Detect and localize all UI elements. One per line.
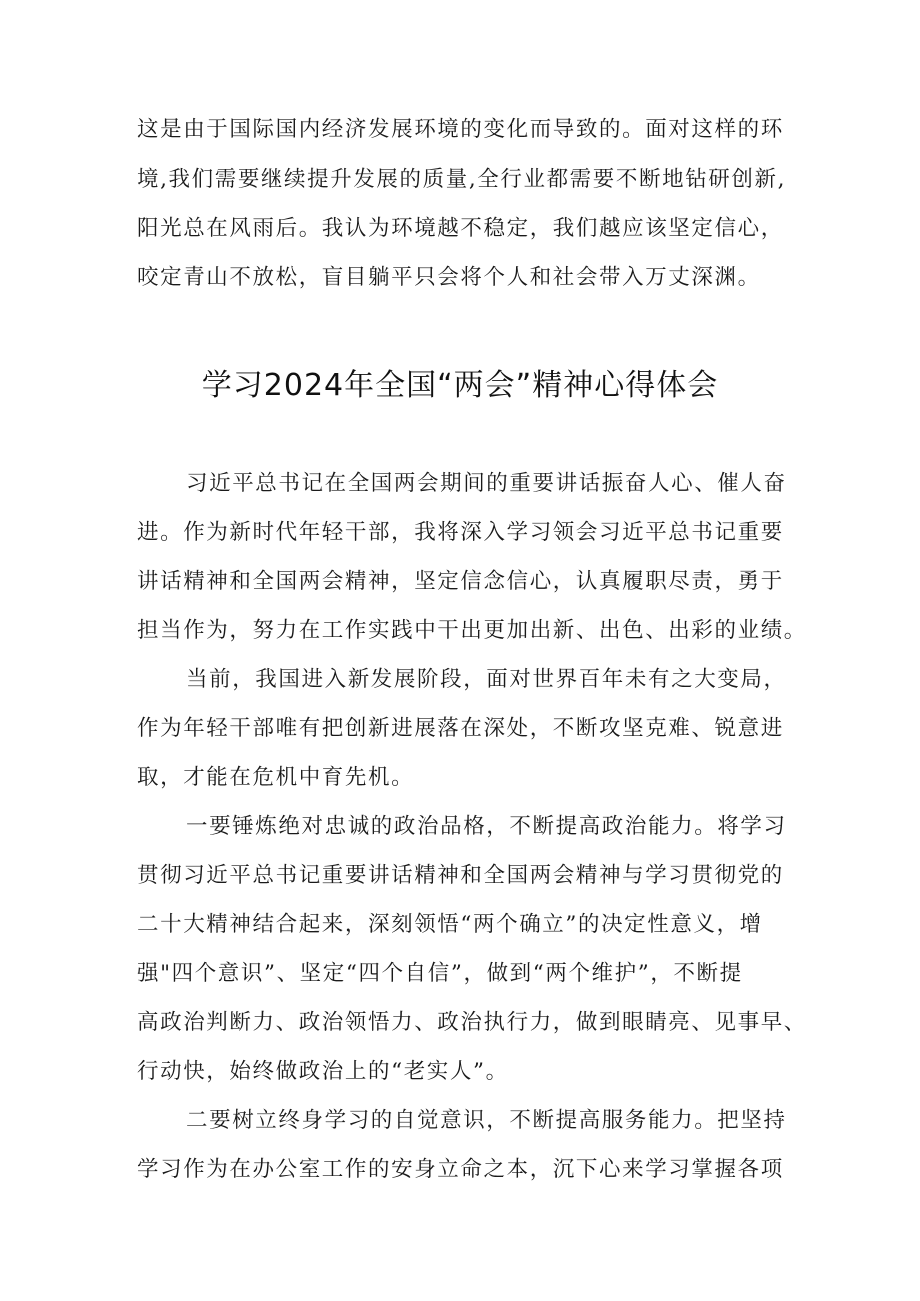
paragraph-line: 行动快，始终做政治上的“老实人”。 xyxy=(137,1059,509,1084)
paragraph-line: 这是由于国际国内经济发展环境的变化而导致的。面对这样的环 xyxy=(137,117,784,142)
paragraph-line: 担当作为，努力在工作实践中干出更加出新、出色、出彩的业绩。 xyxy=(137,618,807,643)
page-title: 学习2024年全国“两会”精神心得体会 xyxy=(201,368,719,403)
paragraph-line: 习近平总书记在全国两会期间的重要讲话振奋人心、催人奋 xyxy=(186,471,787,496)
paragraph-line: 讲话精神和全国两会精神，坚定信念信心，认真履职尽责，勇于 xyxy=(137,569,784,594)
paragraph-line: 强"四个意识”、坚定“四个自信”，做到“两个维护”，不断提 xyxy=(137,961,743,986)
paragraph-line: 当前，我国进入新发展阶段，面对世界百年未有之大变局， xyxy=(186,667,787,692)
paragraph-line: 阳光总在风雨后。我认为环境越不稳定，我们越应该坚定信心， xyxy=(137,216,784,241)
paragraph-line: 二要树立终身学习的自觉意识，不断提高服务能力。把坚持 xyxy=(186,1108,787,1133)
paragraph-line: 取，才能在危机中育先机。 xyxy=(137,765,415,790)
paragraph-line: 高政治判断力、政治领悟力、政治执行力，做到眼睛亮、见事早、 xyxy=(137,1010,807,1035)
paragraph-line: 作为年轻干部唯有把创新进展落在深处，不断攻坚克难、锐意进 xyxy=(137,716,784,741)
paragraph-line: 贯彻习近平总书记重要讲话精神和全国两会精神与学习贯彻党的 xyxy=(137,863,784,888)
paragraph-line: 二十大精神结合起来，深刻领悟“两个确立”的决定性意义，增 xyxy=(137,912,763,937)
paragraph-line: 境,我们需要继续提升发展的质量,全行业都需要不断地钻研创新, xyxy=(137,167,787,192)
paragraph-line: 一要锤炼绝对忠诚的政治品格，不断提高政治能力。将学习 xyxy=(186,814,787,839)
paragraph-line: 咬定青山不放松，盲目躺平只会将个人和社会带入万丈深渊。 xyxy=(137,265,761,290)
paragraph-line: 学习作为在办公室工作的安身立命之本，沉下心来学习掌握各项 xyxy=(137,1157,784,1182)
paragraph-line: 进。作为新时代年轻干部，我将深入学习领会习近平总书记重要 xyxy=(137,520,784,545)
